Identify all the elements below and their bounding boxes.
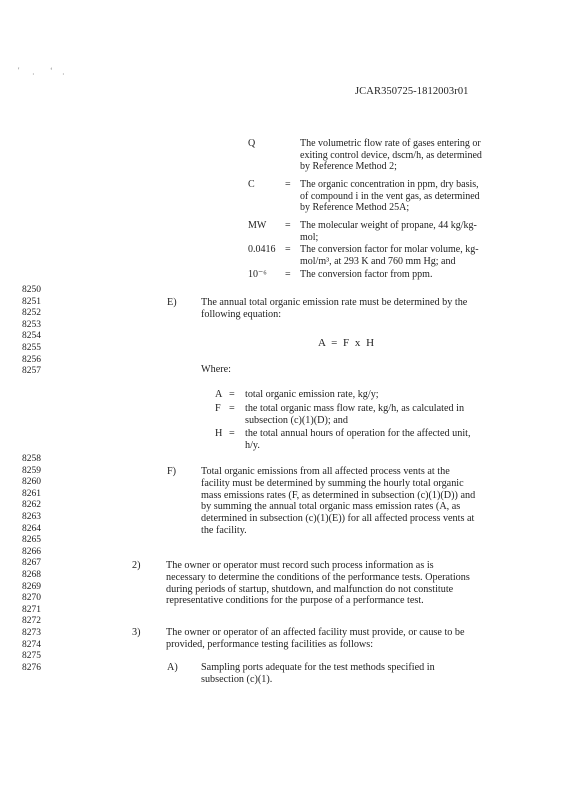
line-number: 8255 [22, 342, 41, 353]
line-number: 8254 [22, 331, 41, 342]
section-e-text: The annual total organic emission rate must be determined by the following equation: [201, 297, 468, 320]
line-number: 8269 [22, 581, 41, 592]
line-number: 8266 [22, 546, 41, 557]
item-3-text: The owner or operator of an affected facility must provide, or cause to be provided, performance testing facilities as follows: [166, 627, 465, 650]
scan-speck: ' [18, 66, 20, 75]
item-3a-text: Sampling ports adequate for the test methods specified in subsection (c)(1). [201, 662, 435, 685]
line-number: 8276 [22, 662, 41, 673]
line-number: 8252 [22, 308, 41, 319]
line-number: 8261 [22, 488, 41, 499]
emission-rate-equation: A = F x H [318, 337, 376, 349]
section-f-text: Total organic emissions from all affected process vents at the facility must be determined by summing the hourly total organic mass emissions rates (F, as determined in subsection (c)(1)(D)) and by summing the annual total organic mass emission rates (A, as determined in subsection (c)(1)(E)) for all affected process vents at the facility. [201, 466, 476, 536]
line-number: 8270 [22, 593, 41, 604]
section-f-label: F) [167, 466, 177, 477]
item-2-text: The owner or operator must record such process information as is necessary to determine the conditions of the performance tests. Operations during periods of startup, shutdown, and malfunction do not constitute representative conditions for the purpose of a performance test. [166, 560, 470, 607]
line-number: 8263 [22, 511, 41, 522]
line-number: 8256 [22, 354, 41, 365]
line-number: 8253 [22, 319, 41, 330]
line-number: 8268 [22, 569, 41, 580]
line-number: 8274 [22, 639, 41, 650]
line-numbers [22, 454, 41, 674]
line-number: 8251 [22, 296, 41, 307]
scan-speck: · [32, 70, 35, 79]
line-number: 8267 [22, 558, 41, 569]
item-3a-label: A) [167, 662, 178, 673]
line-number: 8272 [22, 616, 41, 627]
line-number: 8257 [22, 366, 41, 377]
line-number: 8262 [22, 500, 41, 511]
line-number: 8250 [22, 285, 41, 295]
line-number: 8275 [22, 651, 41, 662]
where-label: Where: [201, 364, 231, 375]
line-number: 8271 [22, 604, 41, 615]
line-numbers [22, 285, 41, 378]
scan-speck: ‘ [50, 66, 53, 75]
document-id: JCAR350725-1812003r01 [355, 86, 469, 97]
line-number: 8264 [22, 523, 41, 534]
line-number: 8258 [22, 454, 41, 464]
line-number: 8265 [22, 535, 41, 546]
line-number: 8259 [22, 465, 41, 476]
item-2-label: 2) [132, 560, 141, 571]
scan-speck: · [62, 70, 65, 79]
item-3-label: 3) [132, 627, 141, 638]
line-number: 8260 [22, 477, 41, 488]
section-e-label: E) [167, 297, 177, 308]
line-number: 8273 [22, 627, 41, 638]
